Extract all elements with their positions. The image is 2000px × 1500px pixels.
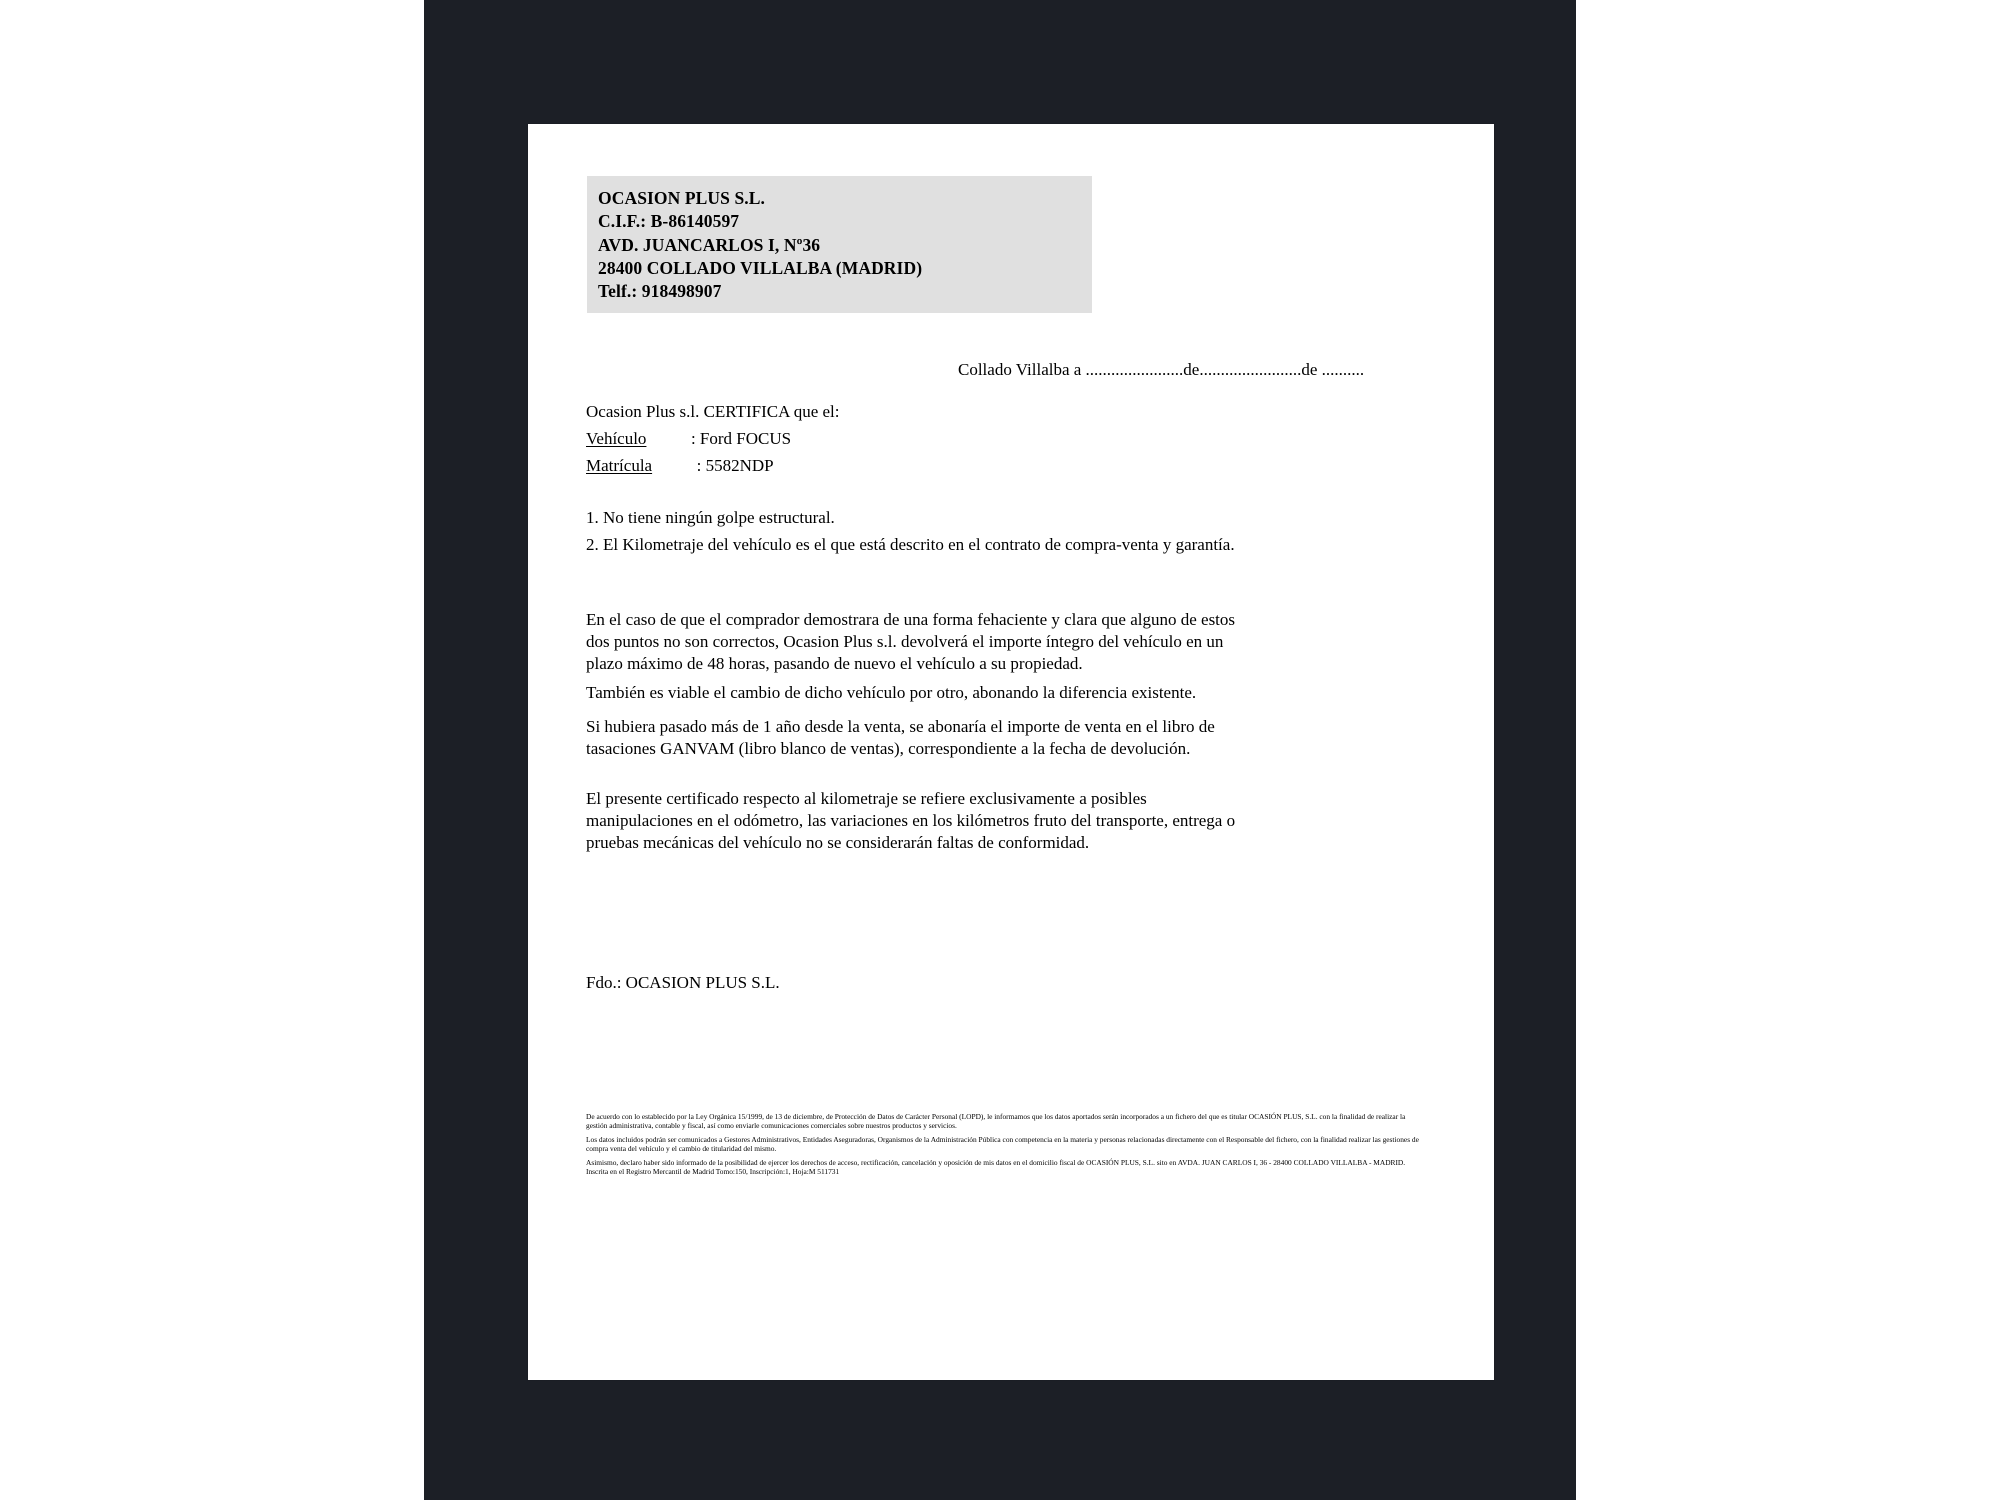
certified-point-2: 2. El Kilometraje del vehículo es el que está descrito en el contrato de compra-venta y garantía.: [586, 535, 1235, 554]
page-content: [528, 124, 1494, 1380]
clause-odometer: El presente certificado respecto al kilometraje se refiere exclusivamente a posibles manipulaciones en el odómetro, las variaciones en los kilómetros fruto del transporte, entrega o pruebas mecánicas del vehículo no se considerarán faltas de conformidad.: [586, 789, 1236, 853]
certified-point-1: 1. No tiene ningún golpe estructural.: [586, 508, 835, 527]
legal-notice-paragraph-2: Los datos incluidos podrán ser comunicados a Gestores Administrativos, Entidades Aseguradoras, Organismos de la Administración Pública con competencia en la materia y personas relacionadas directamente con el Responsable del fichero, con la finalidad realizar las gestiones de compra venta del vehículo y el cambio de titularidad del mismo.: [586, 1134, 1419, 1154]
legal-notice-paragraph-3: Asimismo, declaro haber sido informado de la posibilidad de ejercer los derechos de acceso, rectificación, cancelación y oposición de mis datos en el domicilio fiscal de OCASIÓN PLUS, S.L. sito en AVDA. JUAN CARLOS I, 36 - 28400 COLLADO VILLALBA - MADRID. Inscrita en el Registro Mercantil de Madrid Tomo:150, Inscripción:1, Hoja:M 511731: [586, 1157, 1406, 1177]
company-address: AVD. JUANCARLOS I, Nº36: [598, 234, 821, 255]
clause-ganvam: Si hubiera pasado más de 1 año desde la venta, se abonaría el importe de venta en el libro de tasaciones GANVAM (libro blanco de ventas), correspondiente a la fecha de devolución.: [586, 717, 1215, 759]
vehicle-field-row: [586, 429, 791, 449]
plate-field-value: : 5582NDP: [696, 456, 774, 475]
signature-line: Fdo.: OCASION PLUS S.L.: [586, 973, 780, 992]
document-page: [528, 124, 1494, 1380]
plate-field-label: Matrícula: [586, 456, 653, 475]
vehicle-field-label: Vehículo: [586, 429, 647, 448]
certifies-intro: Ocasion Plus s.l. CERTIFICA que el:: [586, 402, 840, 421]
clause-exchange: También es viable el cambio de dicho vehículo por otro, abonando la diferencia existente.: [586, 683, 1197, 702]
legal-notice-paragraph-1: De acuerdo con lo establecido por la Ley Orgánica 15/1999, de 13 de diciembre, de Protección de Datos de Carácter Personal (LOPD), le informamos que los datos aportados serán incorporados a un fichero del que es titular OCASIÓN PLUS, S.L. con la finalidad de realizar la gestión administrativa, contable y fiscal, así como enviarle comunicaciones comerciales sobre nuestros productos y servicios.: [586, 1112, 1406, 1131]
company-cif: C.I.F.: B-86140597: [598, 211, 740, 232]
place-date-line: Collado Villalba a .......................de........................de ..........: [958, 360, 1365, 379]
company-phone: Telf.: 918498907: [598, 281, 722, 302]
company-name: OCASION PLUS S.L.: [598, 188, 766, 208]
company-city: 28400 COLLADO VILLALBA (MADRID): [598, 257, 923, 278]
clause-refund: En el caso de que el comprador demostrara de una forma fehaciente y clara que alguno de estos dos puntos no son correctos, Ocasion Plus s.l. devolverá el importe íntegro del vehículo en un plazo máximo de 48 horas, pasando de nuevo el vehículo a su propiedad.: [586, 610, 1236, 674]
letterhead-block: [587, 176, 1092, 313]
legal-notice: [586, 1112, 1424, 1177]
plate-field-row: [586, 456, 774, 476]
vehicle-field-value: : Ford FOCUS: [690, 429, 792, 448]
